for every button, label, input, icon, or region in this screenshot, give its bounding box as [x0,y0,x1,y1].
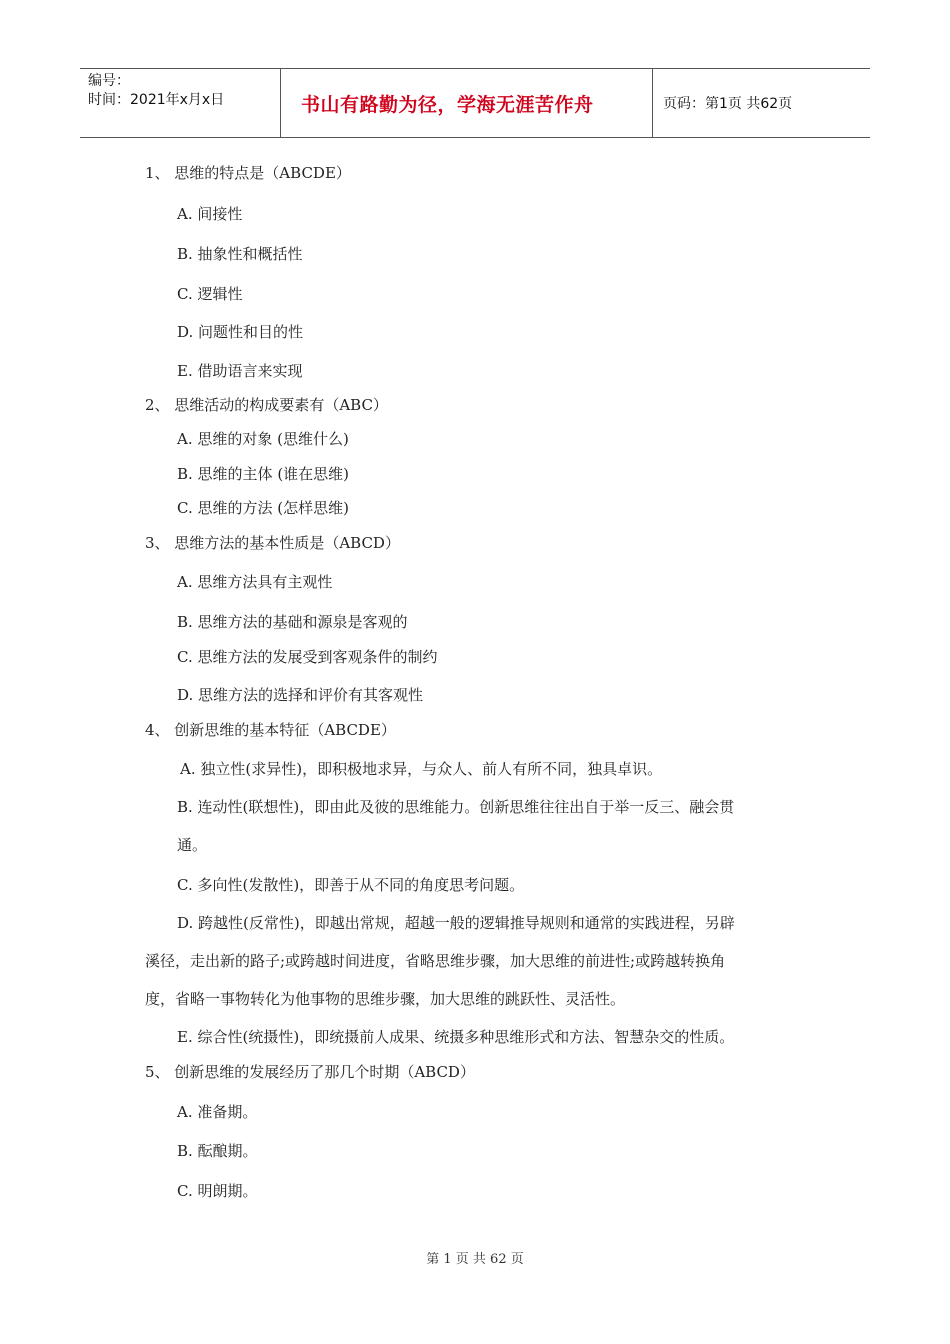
question-2-title: 2、 思维活动的构成要素有（ABC） [145,396,388,414]
question-3-option-a: A. 思维方法具有主观性 [177,573,333,591]
question-2-option-b: B. 思维的主体 (谁在思维) [177,465,350,483]
question-1-option-d: D. 问题性和目的性 [177,323,304,341]
header-page-info: 页码：第1页 共62页 [663,96,793,112]
question-5-option-b: B. 酝酿期。 [177,1142,258,1160]
question-4-option-b: B. 连动性(联想性)，即由此及彼的思维能力。创新思维往往出自于举一反三、融会贯 [177,798,735,816]
question-4-option-d-cont-2: 度，省略一事物转化为他事物的思维步骤，加大思维的跳跃性、灵活性。 [145,990,626,1008]
date-label: 时间：2021年x月x日 [88,92,225,108]
question-4-option-e: E. 综合性(统摄性)，即统摄前人成果、统摄多种思维形式和方法、智慧杂交的性质。 [177,1028,735,1046]
question-5-title: 5、 创新思维的发展经历了那几个时期（ABCD） [145,1063,475,1081]
question-1-option-a: A. 间接性 [177,205,243,223]
question-4-option-d: D. 跨越性(反常性)，即越出常规，超越一般的逻辑推导规则和通常的实践进程，另辟 [177,914,735,932]
question-2-option-c: C. 思维的方法 (怎样思维) [177,499,349,517]
header-meta [80,69,281,137]
question-1-option-e: E. 借助语言来实现 [177,362,303,380]
question-4-option-c: C. 多向性(发散性)，即善于从不同的角度思考问题。 [177,876,525,894]
question-1-option-c: C. 逻辑性 [177,285,243,303]
question-5-option-c: C. 明朗期。 [177,1182,258,1200]
question-3-option-d: D. 思维方法的选择和评价有其客观性 [177,686,424,704]
question-3-option-b: B. 思维方法的基础和源泉是客观的 [177,613,408,631]
header-motto: 书山有路勤为径，学海无涯苦作舟 [281,69,653,137]
page-header [80,68,870,138]
page-footer: 第 1 页 共 62 页 [426,1252,524,1267]
question-3-title: 3、 思维方法的基本性质是（ABCD） [145,534,400,552]
code-label: 编号： [88,73,130,89]
question-4-option-a: A. 独立性(求异性)，即积极地求异，与众人、前人有所不同，独具卓识。 [180,760,663,778]
question-5-option-a: A. 准备期。 [177,1103,258,1121]
question-1-option-b: B. 抽象性和概括性 [177,245,303,263]
question-4-title: 4、 创新思维的基本特征（ABCDE） [145,721,396,739]
question-3-option-c: C. 思维方法的发展受到客观条件的制约 [177,648,438,666]
question-4-option-d-cont-1: 溪径，走出新的路子;或跨越时间进度，省略思维步骤，加大思维的前进性;或跨越转换角 [145,952,726,970]
question-1-title: 1、 思维的特点是（ABCDE） [145,164,351,182]
question-2-option-a: A. 思维的对象 (思维什么) [177,430,349,448]
question-4-option-b-cont: 通。 [177,836,208,854]
